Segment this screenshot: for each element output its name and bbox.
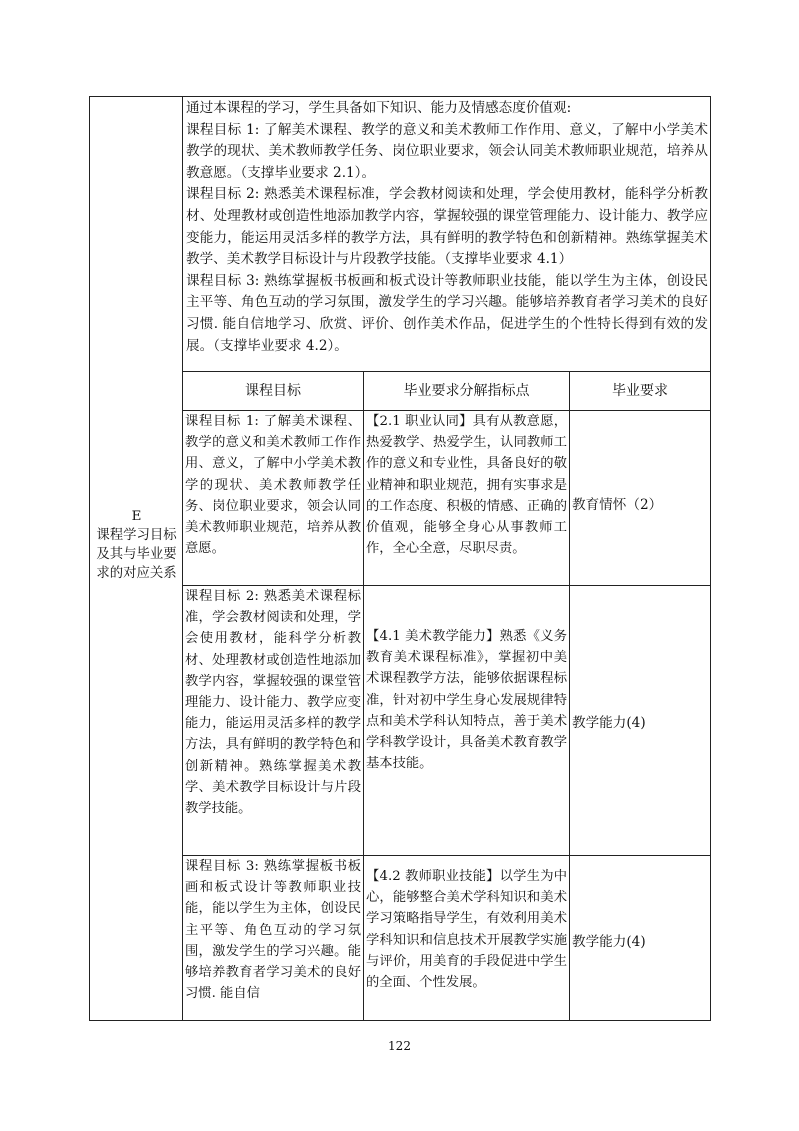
objective-cell: 课程目标 2: 熟悉美术课程标准，学会教材阅读和处理，学会使用教材，能科学分析教材、处理教材或创造性地添加教学内容，掌握较强的课堂管理能力、设计能力、教学应变能力，能运用灵活多样的教学方法，具有鲜明的教学特色和创新精神。熟练掌握美术教学、美术教学目标设计与片段教学技能。 <box>183 585 363 855</box>
intro-lead: 通过本课程的学习，学生具备如下知识、能力及情感态度价值观: <box>186 100 572 116</box>
requirement-cell: 教学能力(4) <box>569 855 710 1020</box>
requirement-cell: 教育情怀（2） <box>569 410 710 585</box>
row-code: E <box>131 509 142 524</box>
objective-cell: 课程目标 1: 了解美术课程、教学的意义和美术教师工作作用、意义，了解中小学美术教学的现状、美术教师教学任务、岗位职业要求，领会认同美术教师职业规范，培养从教意愿。 <box>183 410 363 585</box>
header-indicator: 毕业要求分解指标点 <box>363 371 569 410</box>
intro-goal-3: 课程目标 3: 熟练掌握板书板画和板式设计等教师职业技能，能以学生为主体，创设民主平等、角色互动的学习氛围，激发学生的学习兴趣。能够培养教育者学习美术的良好习惯. 能自信地学习、欣赏、评价、创作美术作品，促进学生的个性特长得到有效的发展。（支撑毕业要求 4.2）。 <box>186 272 708 354</box>
row-label-cell <box>90 97 183 1020</box>
header-objective: 课程目标 <box>183 371 363 410</box>
intro-goal-2: 课程目标 2: 熟悉美术课程标准，学会教材阅读和处理，学会使用教材，能科学分析教材、处理教材或创造性地添加教学内容，掌握较强的课堂管理能力、设计能力、教学应变能力，能运用灵活多样的教学方法，具有鲜明的教学特色和创新精神。熟练掌握美术教学、美术教学目标设计与片段教学技能。（支撑毕业要求 4.1） <box>186 186 708 268</box>
indicator-cell: 【4.1 美术教学能力】熟悉《义务教育美术课程标准》，掌握初中美术课程教学方法，能够依据课程标准，针对初中学生身心发展规律特点和美术学科认知特点，善于美术学科教学设计，具备美术教育教学基本技能。 <box>363 585 569 855</box>
course-objectives-table <box>89 96 711 1021</box>
indicator-cell: 【4.2 教师职业技能】以学生为中心，能够整合美术学科知识和美术学习策略指导学生，有效利用美术学科知识和信息技术开展教学实施与评价，用美育的手段促进中学生的全面、个性发展。 <box>363 855 569 1020</box>
objective-cell: 课程目标 3: 熟练掌握板书板画和板式设计等教师职业技能，能以学生为主体，创设民主平等、角色互动的学习氛围，激发学生的学习兴趣。能够培养教育者学习美术的良好习惯. 能自信 <box>183 855 363 1020</box>
row-title: 课程学习目标及其与毕业要求的对应关系 <box>96 528 177 581</box>
row-label <box>90 507 183 583</box>
requirement-cell: 教学能力(4) <box>569 585 710 855</box>
header-requirement: 毕业要求 <box>569 371 710 410</box>
indicator-cell: 【2.1 职业认同】具有从教意愿，热爱教学、热爱学生，认同教师工作的意义和专业性，具备良好的敬业精神和职业规范，拥有实事求是的工作态度、积极的情感、正确的价值观，能够全身心从事教师工作，全心全意，尽职尽责。 <box>363 410 569 585</box>
intro-cell <box>183 97 710 371</box>
intro-goal-1: 课程目标 1: 了解美术课程、教学的意义和美术教师工作作用、意义，了解中小学美术教学的现状、美术教师教学任务、岗位职业要求，领会认同美术教师职业规范，培养从教意愿。（支撑毕业要求 2.1）。 <box>186 121 708 181</box>
page-number: 122 <box>388 1039 411 1053</box>
